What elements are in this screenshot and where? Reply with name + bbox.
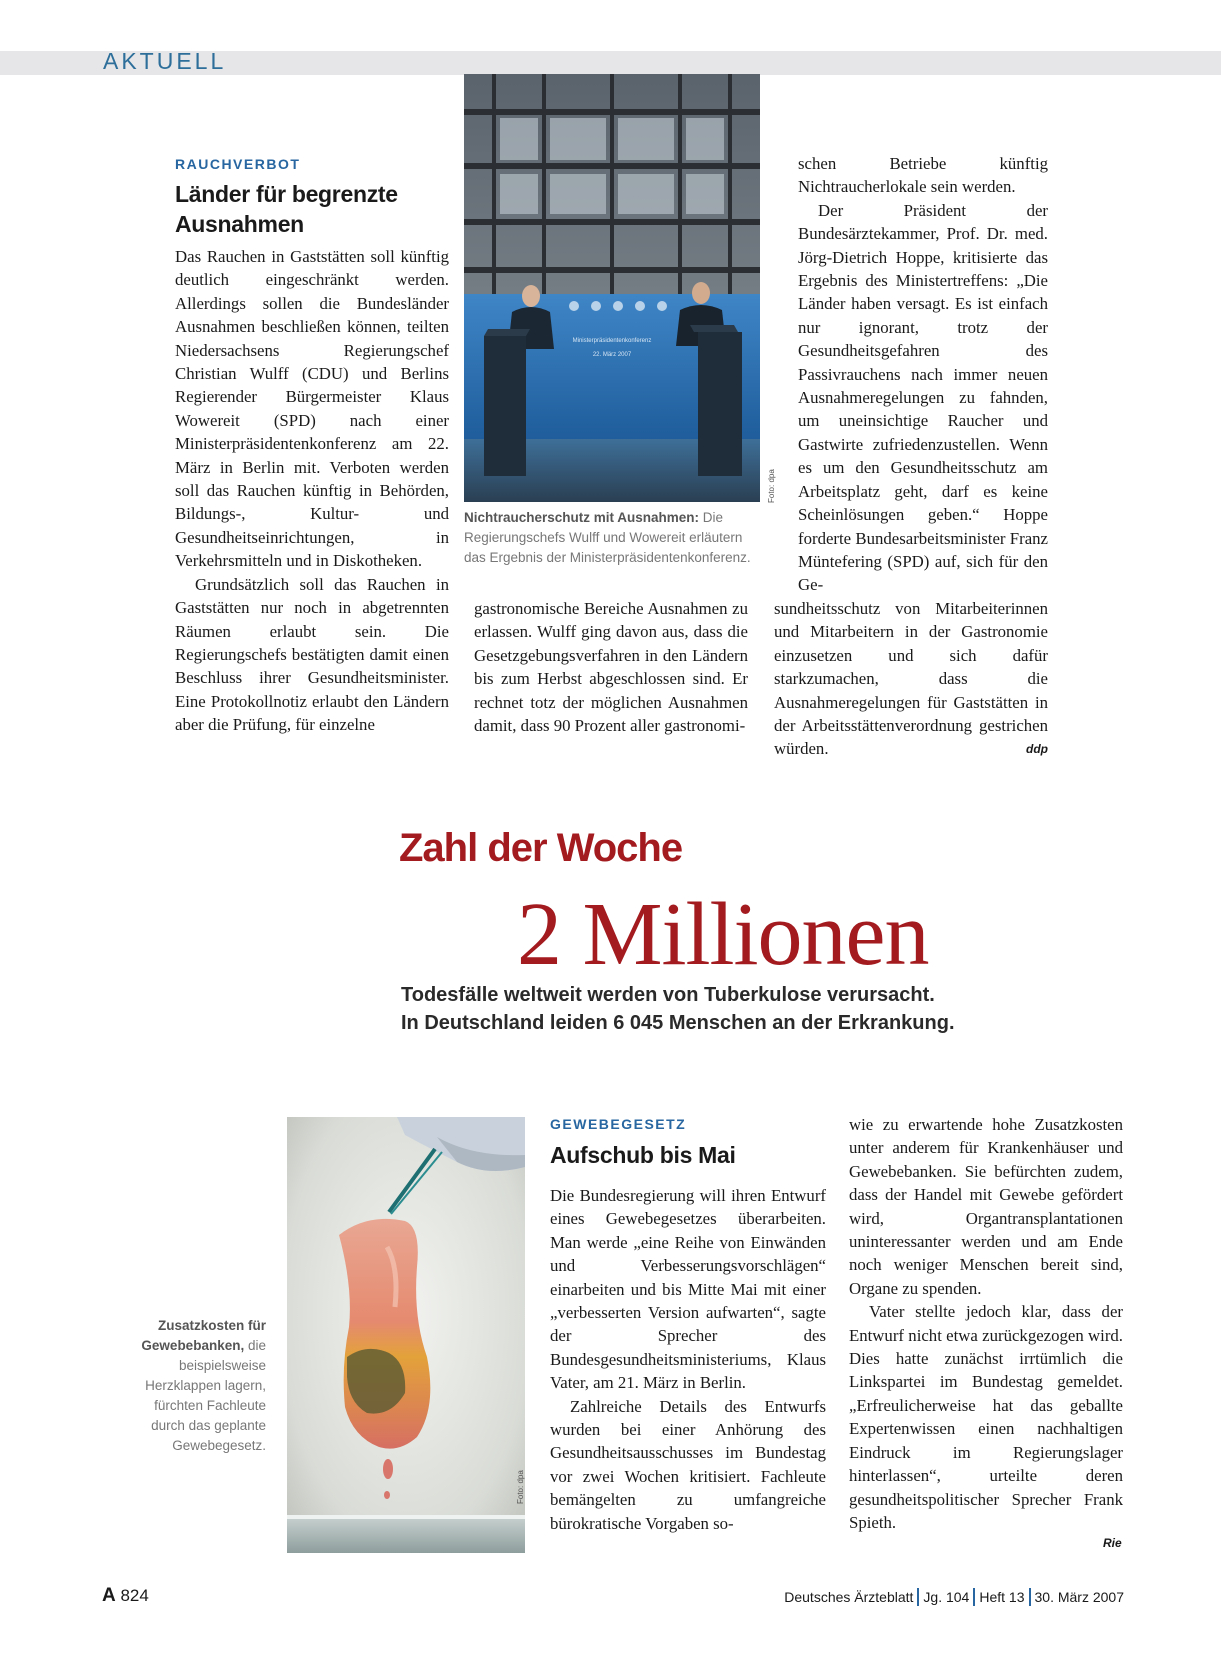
article2-col2-para2: Vater stellte jedoch klar, dass der Entwurf nicht etwa zurückgezogen wird. Dies hatte zunächst irrtümlich die Linkspartei im Bundestag gemeldet. „Erfreulicherweise hat das geballte Expertenwissen einen nachhaltigen Eindruck im Regierungslager hinterlassen“, urteilte deren gesundheitspolitischer Sprecher Frank Spieth. — [849, 1302, 1123, 1532]
article2-column-2 — [849, 1113, 1123, 1534]
tissue-image — [287, 1117, 525, 1553]
journal-volume: Jg. 104 — [923, 1589, 970, 1605]
photo-tissue — [287, 1117, 525, 1553]
article2-column-1 — [550, 1184, 826, 1535]
photo2-credit: Foto: dpa — [516, 1470, 525, 1504]
article2-col2-para1: wie zu erwartende hohe Zusatzkosten unter anderem für Krankenhäuser und Gewebebanken. Sie befürchten zudem, dass der Handel mit Gewebe gefördert wird, Organtransplantationen uninteressanter werden und am Ende noch weniger Menschen bereit sind, Organe zu spenden. — [849, 1115, 1123, 1298]
photo-press-conference — [464, 74, 760, 502]
journal-issue: Heft 13 — [979, 1589, 1025, 1605]
article1-kicker: RAUCHVERBOT — [175, 156, 301, 172]
article1-col1-para1: Das Rauchen in Gaststätten soll künftig deutlich eingeschränkt werden. Allerdings sollen die Bundesländer Ausnahmen beschließen können, teilten Niedersachsens Regierungschef Christian Wulff (CDU) und Berlins Regierender Bürgermeister Klaus Wowereit (SPD) nach einer Ministerpräsidentenkonferenz am 22. März in Berlin mit. Verboten werden soll das Rauchen künftig in Behörden, Bildungs-, Kultur- und Gesundheitseinrichtungen, in Verkehrsmitteln und in Diskotheken. — [175, 247, 449, 571]
photo1-caption — [464, 508, 764, 568]
page-number-value: 824 — [120, 1586, 149, 1605]
photo1-caption-bold: Nichtraucherschutz mit Ausnahmen: — [464, 510, 700, 525]
photo2-caption-text: die beispielsweise Herzklappen lagern, fürchten Fachleute durch das geplante Gewebegesetz. — [145, 1338, 266, 1453]
section-label: AKTUELL — [103, 48, 227, 74]
zahl-value: 2 Millionen — [517, 885, 929, 984]
zahl-title: Zahl der Woche — [399, 826, 683, 870]
footer-separator — [917, 1588, 919, 1606]
article2-kicker: GEWEBEGESETZ — [550, 1116, 687, 1132]
page-prefix: A — [102, 1585, 116, 1606]
article1-col3-para1: schen Betriebe künftig Nichtraucherlokale sein werden. — [798, 154, 1048, 197]
article1-column-2 — [474, 597, 748, 737]
article2-signature: Rie — [1103, 1536, 1122, 1550]
article1-signature: ddp — [1026, 742, 1048, 756]
article1-column-1 — [175, 245, 449, 737]
photo1-credit: Foto: dpa — [767, 469, 776, 503]
journal-name: Deutsches Ärzteblatt — [784, 1589, 914, 1605]
zahl-line-2: In Deutschland leiden 6 045 Menschen an der Erkrankung. — [401, 1012, 955, 1034]
article1-headline: Länder für begrenzte Ausnahmen — [175, 181, 398, 237]
article1-col3-para2: Der Präsident der Bundesärztekammer, Prof. Dr. med. Jörg-Dietrich Hoppe, kritisierte das Ergebnis des Ministertreffens: „Die Länder haben versagt. Es ist einfach nur ignorant, trotz der Gesundheitsgefahren des Passivrauchens nach immer neuen Ausnahmeregelungen zu fahnden, um uneinsichtige Raucher und Gastwirte zufriedenzustellen. Wenn es um den Gesundheitsschutz am Arbeitsplatz geht, darf es keine Scheinlösungen geben.“ Hoppe forderte Bundesarbeitsminister Franz Müntefering (SPD) auf, sich für den Ge- — [798, 200, 1048, 595]
zahl-line-1: Todesfälle weltweit werden von Tuberkulose verursacht. — [401, 984, 935, 1006]
footer-separator — [973, 1588, 975, 1606]
zahl-description — [401, 981, 955, 1037]
article2-col1-para2: Zahlreiche Details des Entwurfs wurden bei einer Anhörung des Gesundheitsausschusses im Bundestag vor zwei Wochen kritisiert. Fachleute bemängelten zu umfangreiche bürokratische Vorgaben so- — [550, 1396, 826, 1533]
article1-col2-para: gastronomische Bereiche Ausnahmen zu erlassen. Wulff ging davon aus, dass die Gesetzgebungsverfahren in den Ländern bis zum Herbst abgeschlossen sind. Er rechnet totz der möglichen Ausnahmen damit, dass 90 Prozent aller gastronomi- — [474, 599, 748, 736]
photo1-caption-text: Die Regierungschefs Wulff und Wowereit erläutern das Ergebnis der Ministerpräsidentenkonferenz. — [464, 510, 751, 565]
journal-date: 30. März 2007 — [1034, 1589, 1124, 1605]
article2-headline: Aufschub bis Mai — [550, 1142, 736, 1168]
banner-text-1: Ministerpräsidentenkonferenz — [572, 338, 652, 344]
article2-col1-para1: Die Bundesregierung will ihren Entwurf eines Gewebegesetzes überarbeiten. Man werde „eine Reihe von Einwänden und Verbesserungsvorschlägen“ einarbeiten und bis Mitte Mai mit einer „verbesserten Version aufwarten“, sagte der Sprecher des Bundesgesundheitsministeriums, Klaus Vater, am 21. März in Berlin. — [550, 1186, 826, 1393]
photo2-caption-bold: Zusatzkosten für Gewebebanken, — [141, 1318, 266, 1353]
article1-column-3-bottom — [774, 597, 1048, 761]
article1-col1-para2: Grundsätzlich soll das Rauchen in Gaststätten nur noch in abgetrennten Räumen erlaubt sein. Die Regierungschefs bestätigten damit einen Beschluss ihrer Gesundheitsminister. Eine Protokollnotiz erlaubt den Ländern aber die Prüfung, für einzelne — [175, 574, 449, 735]
footer-separator — [1029, 1588, 1031, 1606]
press-conference-image — [464, 74, 760, 502]
page-number — [102, 1585, 149, 1607]
journal-info — [784, 1588, 1124, 1606]
photo2-caption — [130, 1316, 266, 1456]
banner-text-2: 22. März 2007 — [592, 352, 632, 358]
article1-column-3-top — [798, 152, 1048, 597]
article1-col3-para2-cont: sundheitsschutz von Mitarbeiterinnen und Mitarbeitern in der Gastronomie einzusetzen und sich dafür starkzumachen, dass die Ausnahmeregelungen für Gaststätten in der Arbeitsstättenverordnung gestrichen würden. — [774, 599, 1048, 759]
